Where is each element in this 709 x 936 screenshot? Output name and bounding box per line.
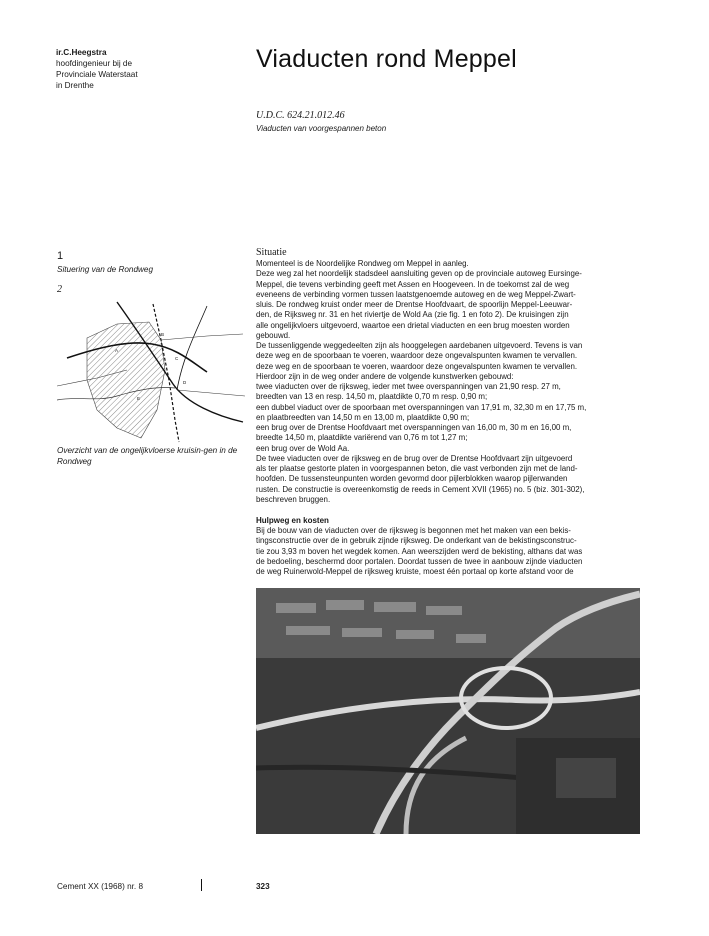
body-line: de weg Ruinerwold-Meppel de rijksweg kruiste, moest één portaal op korte afstand voor de xyxy=(256,567,574,576)
author-role-line-3: in Drenthe xyxy=(56,81,94,90)
figure-2-caption: Overzicht van de ongelijkvloerse kruisin-gen in de Rondweg xyxy=(57,446,238,466)
body-line: hoofden. De tussensteunpunten worden gevormd door pijlerblokken waarop pijlerwanden xyxy=(256,474,568,484)
map-label-d: D xyxy=(183,380,187,385)
body-line: gebouwd. xyxy=(256,330,291,340)
body-line: de bedoeling, beschermd door portalen. Doordat tussen de twee in aanbouw zijnde viaducten xyxy=(256,556,583,566)
body-line: rusten. De constructie is overeenkomstig de reeds in Cement XVII (1965) no. 5 (biz. 301-302), xyxy=(256,484,585,494)
footer-journal: Cement XX (1968) nr. 8 xyxy=(57,882,144,891)
figure-1-number: 1 xyxy=(57,250,64,262)
udc-code: U.D.C. 624.21.012.46 xyxy=(256,110,345,121)
body-line: De twee viaducten over de rijksweg en de brug over de Drentse Hoofdvaart zijn uitgevoerd xyxy=(256,453,573,463)
aerial-photo xyxy=(256,588,640,834)
body-line: tingsconstructie over de in gebruik zijnde rijksweg. De onderkant van de bekistingsconstruc- xyxy=(256,536,577,546)
body-line: Momenteel is de Noordelijke Rondweg om Meppel in aanleg. xyxy=(256,259,469,268)
body-line: Bij de bouw van de viaducten over de rijksweg is begonnen met het maken van een bekis- xyxy=(256,526,571,535)
body-line: den, de Rijksweg nr. 31 en het riviertje de Wold Aa (zie fig. 1 en foto 2). De kruisingen zijn xyxy=(256,310,569,320)
body-line: breedte 14,50 m, plaatdikte variërend van 0,76 m tot 1,27 m; xyxy=(256,433,468,443)
author-role-line-1: hoofdingenieur bij de xyxy=(56,59,133,68)
section-heading-hulpweg: Hulpweg en kosten xyxy=(256,516,329,525)
figure-1-caption: Situering van de Rondweg xyxy=(57,265,154,274)
photo-fields-top xyxy=(256,588,640,658)
map-label-c: C xyxy=(175,356,179,361)
secondary-road-2 xyxy=(177,390,245,396)
body-line: Deze weg zal het noordelijk stadsdeel aansluiting geven op de provinciale autoweg Eursinge- xyxy=(256,269,582,279)
body-line: Meppel, die tevens verbinding geeft met Assen en Hoogeveen. In de toekomst zal de weg xyxy=(256,279,570,289)
body-line: eveneens de verbinding vormen tussen laatstgenoemde autoweg en de weg Meppel-Zwart- xyxy=(256,289,576,299)
body-line: Hierdoor zijn in de weg onder andere de volgende kunstwerken gebouwd: xyxy=(256,371,514,381)
body-line: een dubbel viaduct over de spoorbaan met overspanningen van 17,91 m, 32,30 m en 17,75 m, xyxy=(256,402,587,412)
article-subtitle: Viaducten van voorgespannen beton xyxy=(256,124,387,133)
body-line: breedten van 13 en resp. 14,50 m, plaatdikte 0,70 m resp. 0,90 m; xyxy=(256,392,488,402)
body-line: en plaatbreedten van 14,50 m en 13,00 m, plaatdikte 0,90 m; xyxy=(256,412,470,422)
author-block xyxy=(56,47,206,91)
body-line: beschreven bruggen. xyxy=(256,494,331,504)
town-area xyxy=(87,322,165,438)
secondary-road-3 xyxy=(161,334,243,340)
section-situatie-text xyxy=(256,259,640,505)
site-map-figure xyxy=(57,300,245,443)
page-number: 323 xyxy=(256,882,270,891)
body-line: een brug over de Wold Aa. xyxy=(256,443,350,453)
section-hulpweg-text xyxy=(256,526,640,577)
map-label-a: A xyxy=(115,348,119,353)
body-line: als ter plaatse gestorte platen in voorgespannen beton, die vast verbonden zijn met de land- xyxy=(256,464,578,473)
body-line: een brug over de Drentse Hoofdvaart met overspanningen van 16,00 m, 30 m en 16,00 m, xyxy=(256,423,572,432)
body-line: deze weg en de spoorbaan te voeren, waardoor deze ongevalspunten kwamen te vervallen. xyxy=(256,351,578,361)
body-line: tie zou 3,93 m boven het wegdek komen. Aan weerszijden werd de bekisting, althans dat was xyxy=(256,546,583,556)
map-label-e: E xyxy=(137,396,141,401)
footer-divider xyxy=(201,879,202,891)
section-heading-situatie: Situatie xyxy=(256,247,287,258)
body-line: alle ongelijkvloers uitgevoerd, waartoe een drietal viaducten en een brug moesten worden xyxy=(256,320,570,330)
author-name: ir.C.Heegstra xyxy=(56,48,107,57)
map-label-b: B xyxy=(161,332,165,337)
body-line: De tussenliggende weggedeelten zijn als hooggelegen aardebanen uitgevoerd. Tevens is van xyxy=(256,341,583,350)
hoofdvaart-canal xyxy=(177,306,207,390)
body-line: twee viaducten over de rijksweg, ieder met twee overspanningen van 21,90 resp. 27 m, xyxy=(256,382,561,391)
body-line: deze weg en de spoorbaan te voeren, waardoor deze ongevalspunten kwamen te vervallen. xyxy=(256,361,578,371)
figure-2-number: 2 xyxy=(57,284,62,295)
article-body xyxy=(256,247,640,577)
body-line: sluis. De rondweg kruist onder meer de Drentse Hoofdvaart, de spoorlijn Meppel-Leeuwar- xyxy=(256,300,573,309)
author-role-line-2: Provinciale Waterstaat xyxy=(56,70,138,79)
article-title: Viaducten rond Meppel xyxy=(256,45,517,73)
photo-field-plot xyxy=(556,758,616,798)
